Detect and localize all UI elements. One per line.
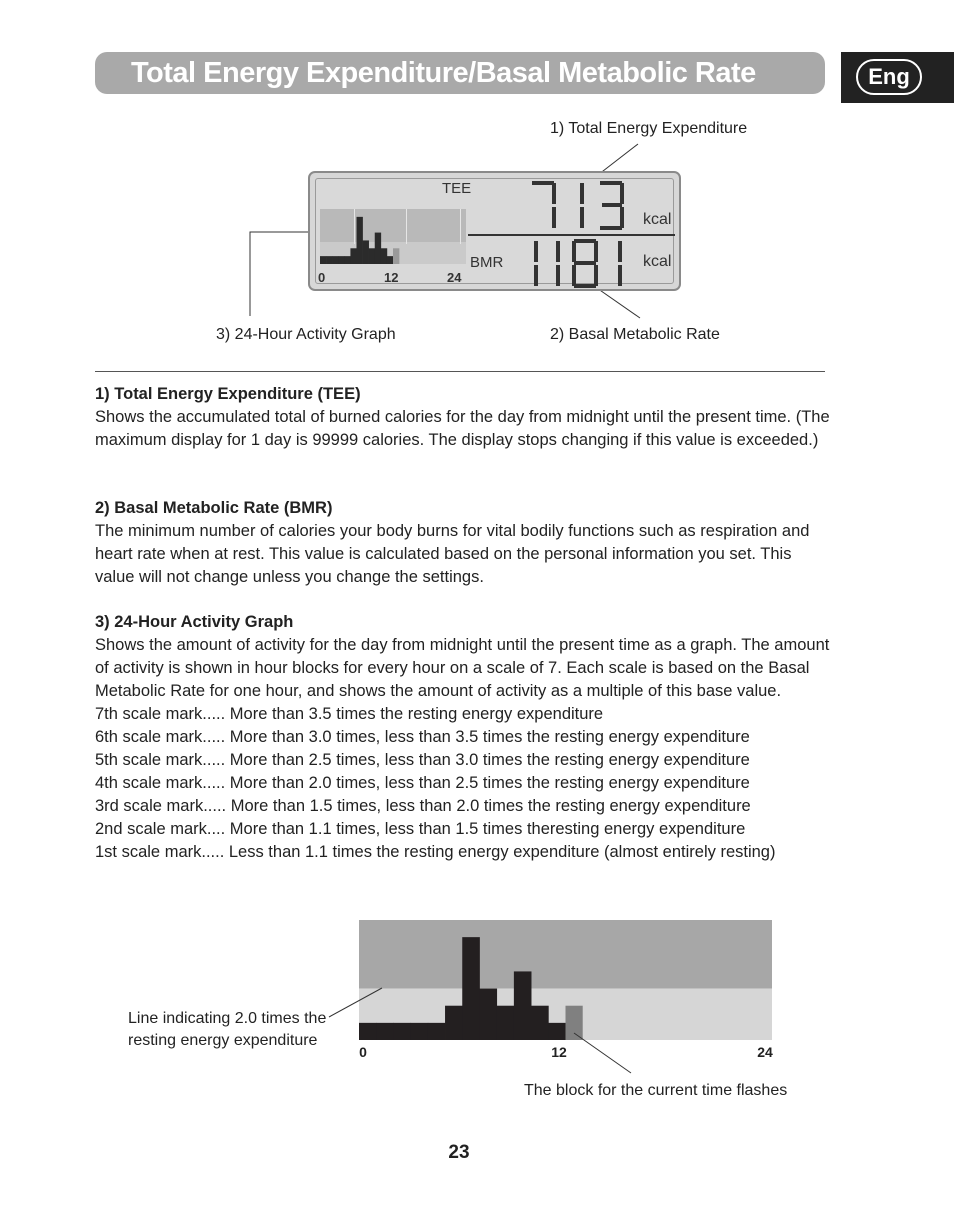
chart-upper-band <box>359 920 772 989</box>
section-graph-body: Shows the amount of activity for the day from midnight until the present time as a graph. The amount of activity is shown in hour blocks for every hour on a scale of 7. Each scale is based on the Basal Metabolic Rate for one hour, and shows the amount of activity as a multiple of this base value. <box>95 636 830 700</box>
annotation-current: The block for the current time flashes <box>524 1082 788 1099</box>
lcd-display <box>308 171 681 291</box>
callout-tee: 1) Total Energy Expenditure <box>550 120 748 137</box>
lcd-bar <box>375 233 381 264</box>
lcd-bmr-label: BMR <box>470 254 504 271</box>
chart-bar <box>531 1006 549 1040</box>
section-graph-heading: 3) 24-Hour Activity Graph <box>95 613 294 631</box>
scale-mark-2: 2nd scale mark.... More than 1.1 times, less than 1.5 times theresting energy expenditure <box>95 820 746 838</box>
scale-mark-1: 1st scale mark..... Less than 1.1 times the resting energy expenditure (almost entirely resting) <box>95 843 776 861</box>
lcd-bmr-unit: kcal <box>643 253 672 270</box>
section-divider <box>95 371 825 372</box>
scale-mark-7: 7th scale mark..... More than 3.5 times the resting energy expenditure <box>95 705 604 723</box>
lcd-bar <box>320 256 326 264</box>
chart-bar <box>514 971 532 1040</box>
chart-bar <box>548 1023 566 1040</box>
section-bmr-body: The minimum number of calories your body burns for vital bodily functions such as respiration and heart rate when at rest. This value is calculated based on the personal information you set. This value will not change unless you change the settings. <box>95 522 810 586</box>
annotation-line: Line indicating 2.0 times the resting energy expenditure <box>128 1010 327 1049</box>
lcd-tick-12: 12 <box>384 270 399 285</box>
scale-mark-6: 6th scale mark..... More than 3.0 times, less than 3.5 times the resting energy expenditure <box>95 728 750 746</box>
lcd-bar <box>369 248 375 264</box>
section-tee <box>95 383 835 452</box>
chart-bar-current <box>566 1006 583 1040</box>
chart-bar <box>497 1006 515 1040</box>
lcd-bar <box>350 248 356 264</box>
chart-bar <box>428 1023 446 1040</box>
chart-bar <box>411 1023 429 1040</box>
lcd-bar <box>357 217 363 264</box>
lcd-tee-label: TEE <box>442 180 472 197</box>
section-bmr <box>95 497 835 589</box>
chart-bar <box>393 1023 411 1040</box>
lcd-bar <box>387 256 393 264</box>
lcd-tick-0: 0 <box>318 270 326 285</box>
lcd-bar-current <box>393 248 399 264</box>
lcd-tick-24: 24 <box>447 270 462 285</box>
lcd-mini-activity-graph <box>320 209 470 269</box>
chart-bar <box>445 1006 463 1040</box>
chart-tick-label: 0 <box>359 1044 367 1060</box>
page-number: 23 <box>448 1142 470 1163</box>
chart-bar <box>479 989 497 1040</box>
callout-bmr: 2) Basal Metabolic Rate <box>550 326 720 343</box>
page-title: Total Energy Expenditure/Basal Metabolic Rate <box>131 57 756 89</box>
chart-bar <box>376 1023 394 1040</box>
chart-bar <box>462 937 480 1040</box>
section-tee-heading: 1) Total Energy Expenditure (TEE) <box>95 385 361 403</box>
scale-mark-5: 5th scale mark..... More than 2.5 times, less than 3.0 times the resting energy expenditure <box>95 751 750 769</box>
lcd-tee-unit: kcal <box>643 211 672 228</box>
section-tee-body: Shows the accumulated total of burned calories for the day from midnight until the present time. (The maximum display for 1 day is 99999 calories. The display stops changing if this value is exceeded.) <box>95 408 830 449</box>
lcd-screen <box>315 178 674 284</box>
lcd-bmr-digits <box>530 239 630 289</box>
chart-tick-label: 12 <box>551 1044 567 1060</box>
language-badge: Eng <box>856 59 922 95</box>
lcd-tee-digits <box>530 181 630 231</box>
chart-bar <box>359 1023 377 1040</box>
lcd-divider <box>468 234 675 236</box>
chart-tick-label: 24 <box>757 1044 773 1060</box>
lcd-bar <box>326 256 332 264</box>
lcd-bar <box>344 256 350 264</box>
lcd-bar <box>381 248 387 264</box>
scale-mark-3: 3rd scale mark..... More than 1.5 times, less than 2.0 times the resting energy expenditure <box>95 797 751 815</box>
lcd-bar <box>363 240 369 264</box>
scale-mark-4: 4th scale mark..... More than 2.0 times, less than 2.5 times the resting energy expenditure <box>95 774 750 792</box>
lcd-bar <box>332 256 338 264</box>
section-bmr-heading: 2) Basal Metabolic Rate (BMR) <box>95 499 333 517</box>
callout-graph: 3) 24-Hour Activity Graph <box>216 326 396 343</box>
section-graph <box>95 611 835 864</box>
lcd-bar <box>338 256 344 264</box>
